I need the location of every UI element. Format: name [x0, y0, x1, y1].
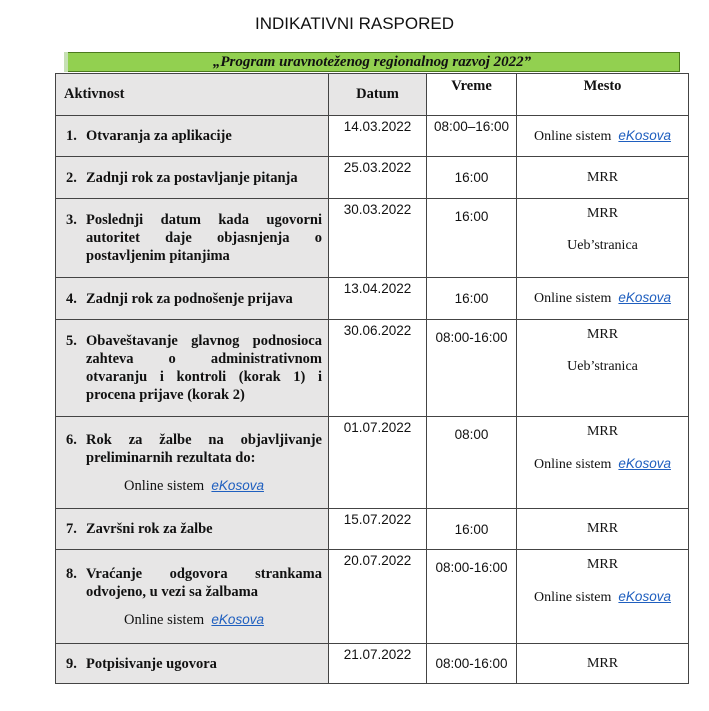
ekosova-link[interactable]: eKosova	[618, 290, 671, 305]
place-text: MRR	[586, 169, 619, 185]
activity-text: Rok za žalbe na objavljivanje preliminarnih rezultata do:	[86, 431, 322, 466]
time-cell: 16:00	[427, 509, 517, 550]
online-text: Online sistem	[124, 611, 205, 628]
activity-text: Otvaranja za aplikacije	[86, 128, 232, 144]
place-text: Online sistem	[534, 128, 612, 144]
table-row	[56, 199, 689, 278]
time-cell: 08:00-16:00	[427, 550, 517, 644]
table-row	[56, 278, 689, 320]
activity-text: Potpisivanje ugovora	[86, 655, 217, 672]
table-row	[56, 509, 689, 550]
row-number: 8.	[66, 565, 77, 582]
date-cell: 14.03.2022	[329, 116, 427, 157]
header-place: Mesto	[517, 74, 689, 116]
date-cell: 21.07.2022	[329, 644, 427, 684]
date-cell: 15.07.2022	[329, 509, 427, 550]
row-number: 7.	[66, 521, 77, 537]
table-row	[56, 116, 689, 157]
activity-text: Vraćanje odgovora strankama odvojeno, u vezi sa žalbama	[86, 565, 322, 600]
place-cell	[517, 278, 689, 320]
row-number: 1.	[66, 128, 77, 144]
date-cell: 01.07.2022	[329, 417, 427, 509]
place-text-2: Online sistem	[534, 590, 612, 605]
header-time: Vreme	[427, 74, 517, 116]
table-row	[56, 417, 689, 509]
date-cell: 30.06.2022	[329, 320, 427, 417]
place-cell	[517, 320, 689, 417]
place-text: MRR	[586, 424, 619, 439]
table-row	[56, 644, 689, 684]
place-text-2: Ueb’stranica	[567, 238, 638, 253]
place-text: Online sistem	[534, 291, 612, 306]
header-date: Datum	[329, 74, 427, 116]
ekosova-link[interactable]: eKosova	[211, 477, 264, 493]
ekosova-link[interactable]: eKosova	[618, 127, 671, 143]
activity-online-system	[66, 467, 322, 495]
activity-text: Zadnji rok za postavljanje pitanja	[86, 169, 298, 186]
place-text: MRR	[586, 206, 619, 221]
time-cell: 16:00	[427, 157, 517, 199]
place-cell	[517, 644, 689, 684]
page-title: INDIKATIVNI RASPORED	[255, 14, 454, 33]
place-text: MRR	[586, 327, 619, 342]
time-cell: 16:00	[427, 278, 517, 320]
time-cell: 08:00-16:00	[427, 644, 517, 684]
date-cell: 13.04.2022	[329, 278, 427, 320]
table-row	[56, 157, 689, 199]
place-text-2: Ueb’stranica	[567, 359, 638, 374]
header-row	[56, 74, 689, 116]
program-banner: „Program uravnoteženog regionalnog razvoj 2022”	[64, 52, 680, 72]
activity-text: Obaveštavanje glavnog podnosioca zahteva o administrativnom otvaranju i kontroli (korak 1) i procena prijave (korak 2)	[86, 333, 322, 403]
activity-text: Završni rok za žalbe	[86, 521, 213, 537]
place-cell	[517, 509, 689, 550]
banner-accent	[64, 52, 68, 72]
place-cell	[517, 550, 689, 644]
place-cell	[517, 157, 689, 199]
row-number: 2.	[66, 169, 77, 186]
activity-text: Poslednji datum kada ugovorni autoritet daje objasnjenja o postavljenim pitanjima	[86, 212, 322, 264]
online-text: Online sistem	[124, 477, 205, 494]
place-cell	[517, 116, 689, 157]
date-cell: 25.03.2022	[329, 157, 427, 199]
table-row	[56, 320, 689, 417]
place-cell	[517, 199, 689, 278]
activity-text: Zadnji rok za podnošenje prijava	[86, 290, 293, 307]
time-cell: 08:00	[427, 417, 517, 509]
place-text: MRR	[586, 557, 619, 572]
time-cell: 16:00	[427, 199, 517, 278]
ekosova-link[interactable]: eKosova	[618, 456, 671, 471]
time-cell: 08:00–16:00	[427, 116, 517, 157]
ekosova-link[interactable]: eKosova	[211, 611, 264, 627]
date-cell: 20.07.2022	[329, 550, 427, 644]
place-text: MRR	[586, 655, 619, 671]
row-number: 9.	[66, 655, 77, 672]
row-number: 3.	[66, 212, 77, 228]
row-number: 4.	[66, 290, 77, 307]
time-cell: 08:00-16:00	[427, 320, 517, 417]
place-cell	[517, 417, 689, 509]
row-number: 5.	[66, 333, 77, 349]
schedule-table	[55, 73, 689, 684]
header-activity: Aktivnost	[56, 74, 329, 116]
row-number: 6.	[66, 431, 77, 448]
table-row	[56, 550, 689, 644]
place-text-2: Online sistem	[534, 457, 612, 472]
date-cell: 30.03.2022	[329, 199, 427, 278]
activity-online-system	[66, 601, 322, 629]
place-text: MRR	[586, 521, 619, 536]
ekosova-link[interactable]: eKosova	[618, 589, 671, 604]
